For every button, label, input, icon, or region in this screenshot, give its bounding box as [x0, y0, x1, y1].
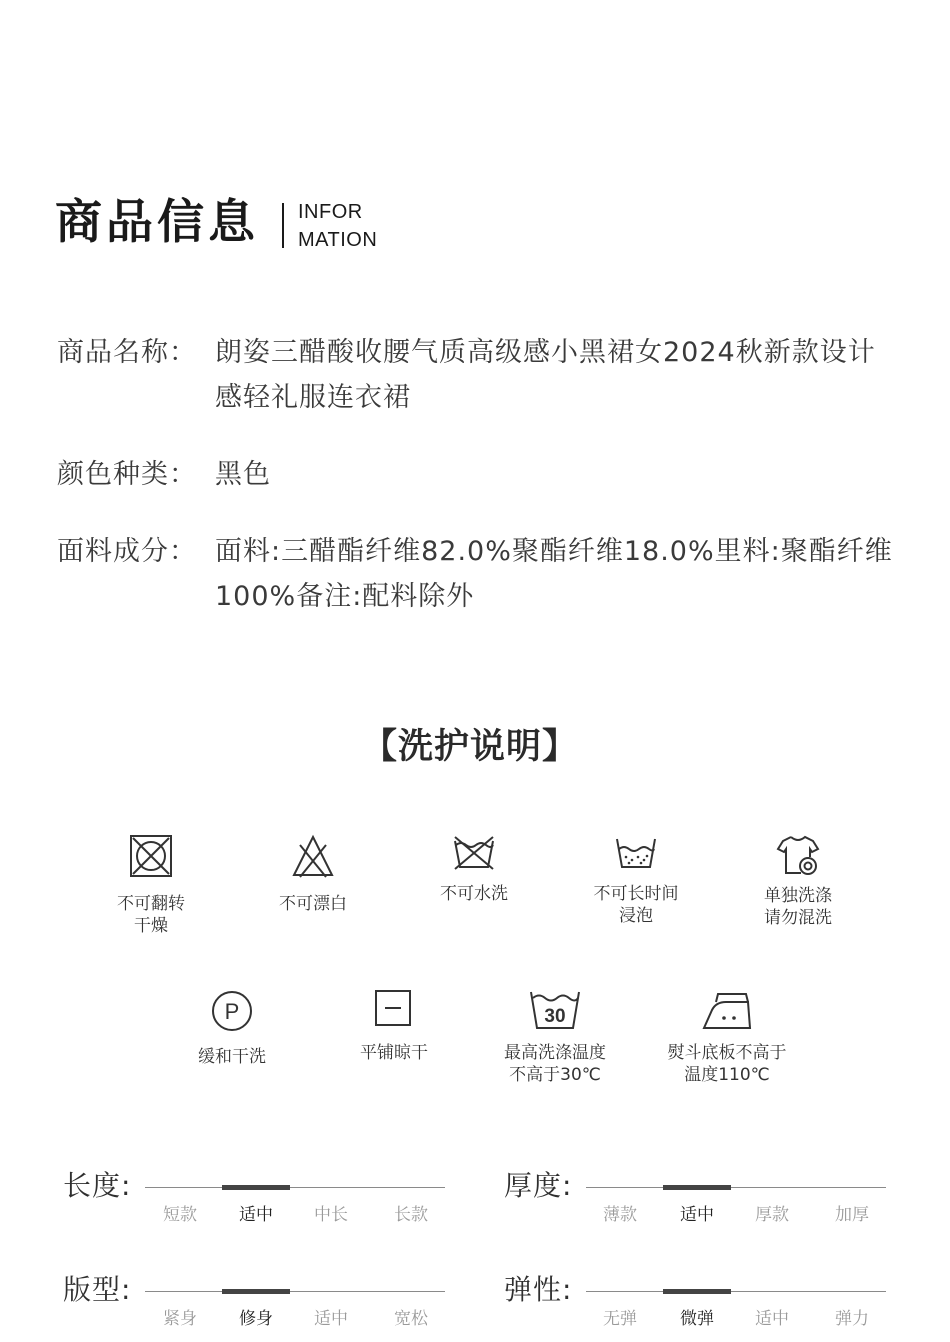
scale-option: 宽松: [394, 1309, 428, 1329]
care-item-no-wash: [399, 833, 549, 905]
care-label: 单独洗涤 请勿混洗: [764, 886, 832, 928]
care-label: 缓和干洗: [198, 1047, 266, 1067]
scale-option-selected: 微弹: [680, 1309, 714, 1329]
no-long-soak-icon: [613, 833, 659, 873]
dry-flat-icon: [371, 988, 417, 1030]
wash-30-icon: [527, 988, 583, 1032]
care-label: 平铺晾干: [360, 1043, 428, 1063]
care-item-wash-separately: [723, 833, 873, 929]
info-row-color: [57, 452, 937, 497]
scale-option: 无弹: [603, 1309, 637, 1329]
gentle-dry-clean-icon: [209, 988, 255, 1034]
care-item-no-long-soak: [561, 833, 711, 927]
info-label: 商品名称：: [57, 337, 197, 368]
scale-selected-marker: [222, 1185, 290, 1190]
info-label: 面料成分：: [57, 536, 197, 567]
care-label: 熨斗底板不高于 温度110℃: [667, 1043, 787, 1085]
care-item-no-tumble-dry: [76, 833, 226, 937]
care-item-iron-low: [652, 988, 802, 1086]
scale-option: 厚款: [755, 1205, 789, 1225]
care-label: 不可漂白: [279, 894, 347, 914]
care-item-no-bleach: [238, 833, 388, 915]
scale-label-elasticity: 弹性:: [504, 1273, 573, 1306]
scale-label-thickness: 厚度:: [504, 1169, 573, 1202]
scale-option-selected: 适中: [680, 1205, 714, 1225]
no-tumble-dry-icon: [128, 833, 174, 879]
scale-track: [586, 1187, 886, 1188]
iron-low-icon: [700, 988, 754, 1032]
no-wash-icon: [451, 833, 497, 873]
subtitle-line-2: MATION: [298, 229, 378, 251]
info-row-name: [57, 330, 937, 425]
scale-option: 适中: [314, 1309, 348, 1329]
scale-selected-marker: [663, 1185, 731, 1190]
scale-option: 短款: [163, 1205, 197, 1225]
scale-option: 加厚: [835, 1205, 869, 1225]
info-value: 黑色: [215, 459, 271, 490]
subtitle-line-1: INFOR: [298, 201, 363, 223]
care-label: 最高洗涤温度 不高于30℃: [504, 1043, 606, 1085]
care-item-wash-30: [480, 988, 630, 1086]
page-subtitle: [298, 198, 377, 254]
info-value: 面料:三醋酯纤维82.0%聚酯纤维18.0%里料:聚酯纤维100%备注:配料除外: [215, 536, 893, 612]
svg-text:P: P: [224, 999, 240, 1024]
scale-option-selected: 适中: [239, 1205, 273, 1225]
scale-option: 适中: [755, 1309, 789, 1329]
info-row-fabric: [57, 529, 937, 624]
scale-option-selected: 修身: [239, 1309, 273, 1329]
care-item-dry-flat: [319, 988, 469, 1064]
scale-track: [586, 1291, 886, 1292]
svg-text:30: 30: [544, 1006, 566, 1027]
title-divider: [282, 203, 284, 248]
scale-option: 长款: [394, 1205, 428, 1225]
scale-selected-marker: [663, 1289, 731, 1294]
info-label: 颜色种类：: [57, 459, 197, 490]
scale-option: 薄款: [603, 1205, 637, 1225]
scale-option: 中长: [314, 1205, 348, 1225]
wash-separately-icon: [775, 833, 821, 877]
scale-track: [145, 1187, 445, 1188]
scale-option: 紧身: [163, 1309, 197, 1329]
care-label: 不可水洗: [440, 884, 508, 904]
page-title: 商品信息: [55, 195, 259, 250]
info-value: 朗姿三醋酸收腰气质高级感小黑裙女2024秋新款设计感轻礼服连衣裙: [215, 337, 876, 413]
scale-label-length: 长度:: [63, 1169, 132, 1202]
scale-track: [145, 1291, 445, 1292]
care-label: 不可长时间 浸泡: [593, 884, 679, 926]
scale-selected-marker: [222, 1289, 290, 1294]
scale-label-fit: 版型:: [63, 1273, 132, 1306]
no-bleach-icon: [290, 833, 336, 879]
care-label: 不可翻转 干燥: [117, 894, 185, 936]
care-item-gentle-dry-clean: [157, 988, 307, 1068]
scale-option: 弹力: [835, 1309, 869, 1329]
care-title: 【洗护说明】: [361, 727, 578, 767]
